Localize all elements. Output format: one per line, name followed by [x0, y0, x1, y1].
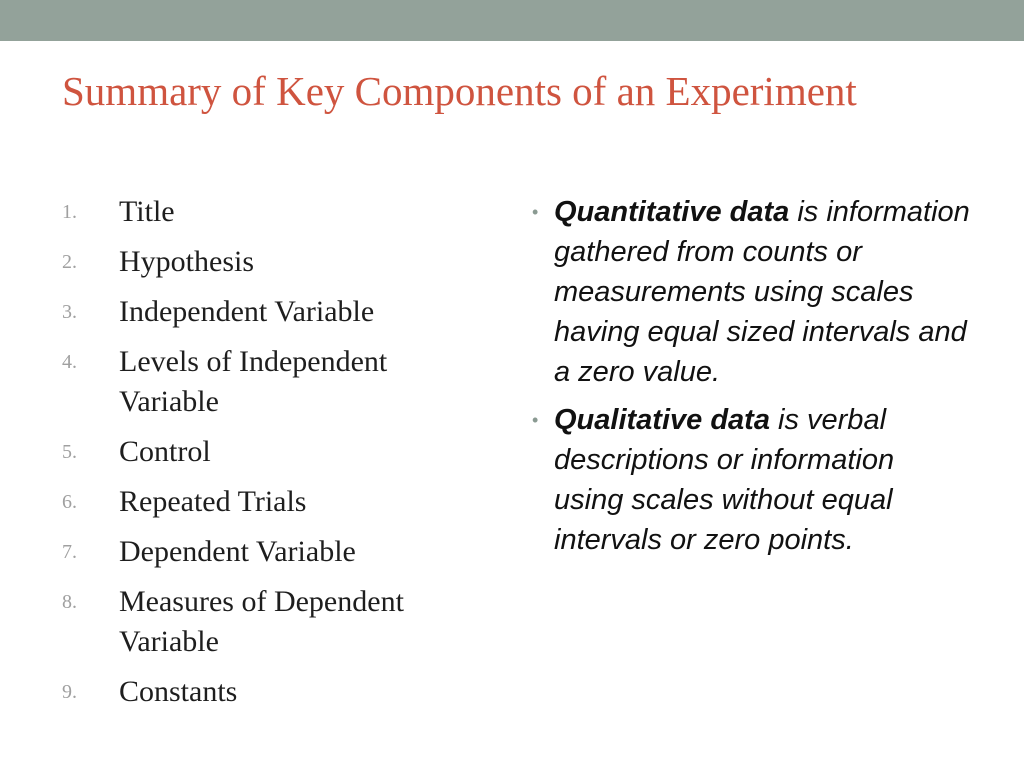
list-item [62, 342, 492, 422]
definition-text [554, 192, 970, 392]
top-accent-bar [0, 0, 1024, 41]
list-item [62, 432, 492, 472]
list-item [62, 192, 492, 232]
definition-text [554, 400, 970, 560]
definition-description: is information gathered from counts or measurements using scales having equal sized intervals and a zero value. [554, 196, 970, 388]
list-item-text: Title [119, 195, 175, 228]
list-item-number: 9. [62, 681, 77, 703]
list-item-number: 3. [62, 301, 77, 323]
list-item-text: Levels of Independent Variable [119, 345, 388, 418]
list-item [62, 482, 492, 522]
list-item-number: 6. [62, 491, 77, 513]
bullet-icon: • [532, 410, 539, 430]
list-item-text: Control [119, 435, 211, 468]
list-item-text: Independent Variable [119, 295, 375, 328]
list-item-number: 1. [62, 201, 77, 223]
list-item-number: 7. [62, 541, 77, 563]
list-item [62, 672, 492, 712]
definition-quantitative [530, 192, 970, 392]
list-item-number: 4. [62, 351, 77, 373]
list-item-number: 8. [62, 591, 77, 613]
list-item [62, 582, 492, 662]
definitions-list [530, 192, 970, 568]
list-item-text: Constants [119, 675, 238, 708]
list-item [62, 292, 492, 332]
components-list [62, 192, 492, 722]
bullet-icon: • [532, 202, 539, 222]
list-item-number: 2. [62, 251, 77, 273]
definition-term: Qualitative data [554, 404, 770, 436]
slide-title: Summary of Key Components of an Experiment [62, 68, 857, 114]
list-item-text: Measures of Dependent Variable [119, 585, 404, 658]
definition-description: is verbal descriptions or information using scales without equal intervals or zero points. [554, 404, 895, 556]
list-item [62, 242, 492, 282]
list-item-number: 5. [62, 441, 77, 463]
list-item-text: Dependent Variable [119, 535, 356, 568]
list-item [62, 532, 492, 572]
list-item-text: Hypothesis [119, 245, 254, 278]
definition-term: Quantitative data [554, 196, 790, 228]
definition-qualitative [530, 400, 970, 560]
list-item-text: Repeated Trials [119, 485, 307, 518]
